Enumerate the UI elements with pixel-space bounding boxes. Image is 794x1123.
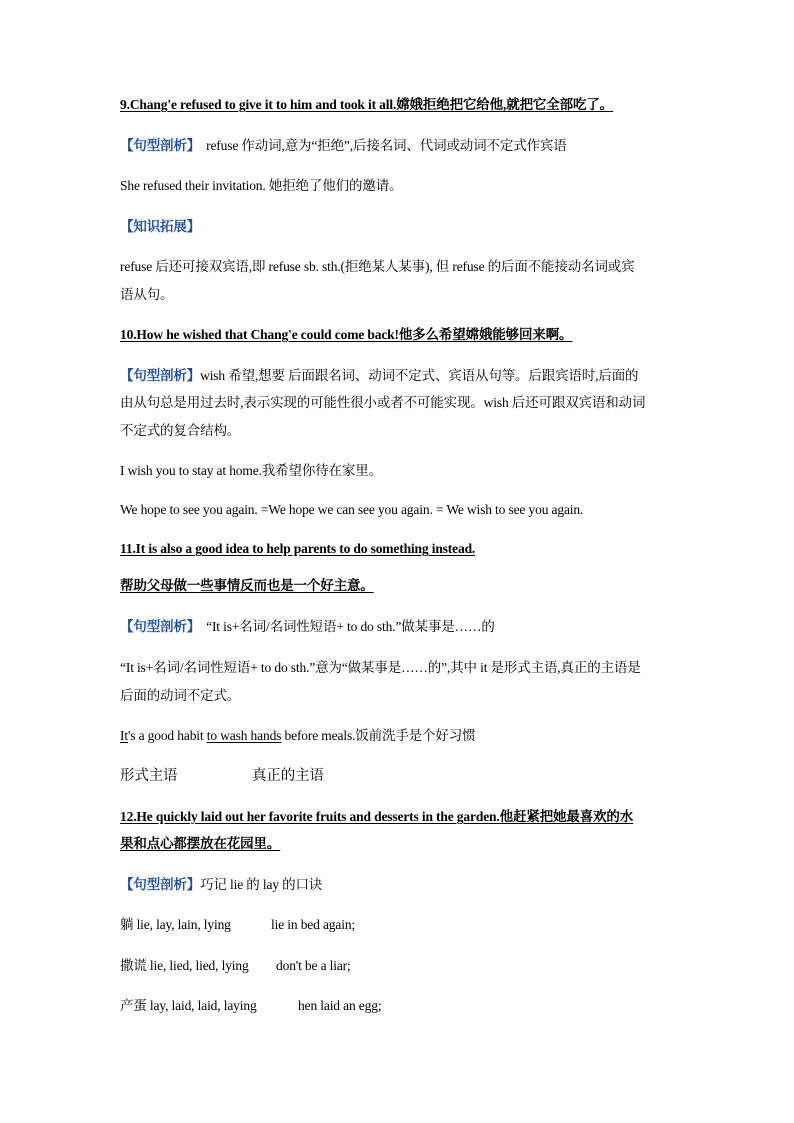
real-subject-phrase: to wash hands [206, 728, 282, 743]
analysis-tag: 【句型剖析】 [120, 368, 201, 383]
analysis-text: wish 希望,想要 后面跟名词、动词不定式、宾语从句等。后跟宾语时,后面的 [200, 368, 639, 383]
sentence-12-heading-2: 果和点心都摆放在花园里。 [120, 836, 281, 851]
formal-subject-word: It [120, 728, 128, 743]
mnemonic-row: 产蛋 lay, laid, laid, laying hen laid an egg; [120, 998, 382, 1013]
extension-text-1: refuse 后还可接双宾语,即 refuse sb. sth.(拒绝某人某事), 但 refuse 的后面不能接动名词或宾 [120, 259, 635, 274]
analysis-text: refuse 作动词,意为“拒绝”,后接名词、代词或动词不定式作宾语 [206, 138, 567, 153]
analysis-tag: 【句型剖析】 [120, 619, 201, 634]
real-subject-label: 真正的主语 [252, 768, 324, 784]
analysis-tag: 【句型剖析】 [120, 877, 201, 892]
sentence-11-heading: 11.It is also a good idea to help parents to do something instead. [120, 541, 476, 556]
analysis-text-2: 由从句总是用过去时,表示实现的可能性很小或者不可能实现。wish 后还可跟双宾语和动词 [120, 395, 646, 410]
analysis-text: “It is+名词/名词性短语+ to do sth.”做某事是……的 [206, 619, 495, 634]
example-sentence: She refused their invitation. 她拒绝了他们的邀请。 [120, 178, 403, 193]
analysis-text-3: 后面的动词不定式。 [120, 688, 241, 703]
analysis-text: 巧记 lie 的 lay 的口诀 [200, 877, 323, 892]
analysis-tag: 【句型剖析】 [120, 138, 201, 153]
example-sentence: We hope to see you again. =We hope we can see you again. = We wish to see you again. [120, 502, 584, 517]
sentence-12-heading: 12.He quickly laid out her favorite fruits and desserts in the garden.他赶紧把她最喜欢的水 [120, 809, 634, 824]
mnemonic-row: 躺 lie, lay, lain, lying lie in bed again; [120, 917, 356, 932]
analysis-line [120, 875, 322, 895]
analysis-line [120, 366, 638, 386]
analysis-line [120, 136, 567, 156]
example-sentence: I wish you to stay at home.我希望你待在家里。 [120, 463, 382, 478]
extension-text-2: 语从句。 [120, 287, 174, 302]
mnemonic-row: 撒谎 lie, lied, lied, lying don't be a liar; [120, 958, 351, 973]
analysis-text-3: 不定式的复合结构。 [120, 423, 241, 438]
example-sentence: It's a good habit to wash hands before meals.饭前洗手是个好习惯 [120, 728, 476, 743]
extension-tag: 【知识拓展】 [120, 219, 201, 234]
formal-subject-label: 形式主语 [120, 768, 178, 784]
sentence-9-heading: 9.Chang'e refused to give it to him and took it all.嫦娥拒绝把它给他,就把它全部吃了。 [120, 97, 614, 112]
extension-line [120, 217, 206, 237]
subject-labels [120, 766, 324, 786]
analysis-line [120, 617, 495, 637]
sentence-11-translation: 帮助父母做一些事情反而也是一个好主意。 [120, 578, 374, 593]
analysis-text-2: “It is+名词/名词性短语+ to do sth.”意为“做某事是……的”,其中 it 是形式主语,真正的主语是 [120, 660, 641, 675]
sentence-10-heading: 10.How he wished that Chang'e could come back!他多么希望嫦娥能够回来啊。 [120, 327, 573, 342]
